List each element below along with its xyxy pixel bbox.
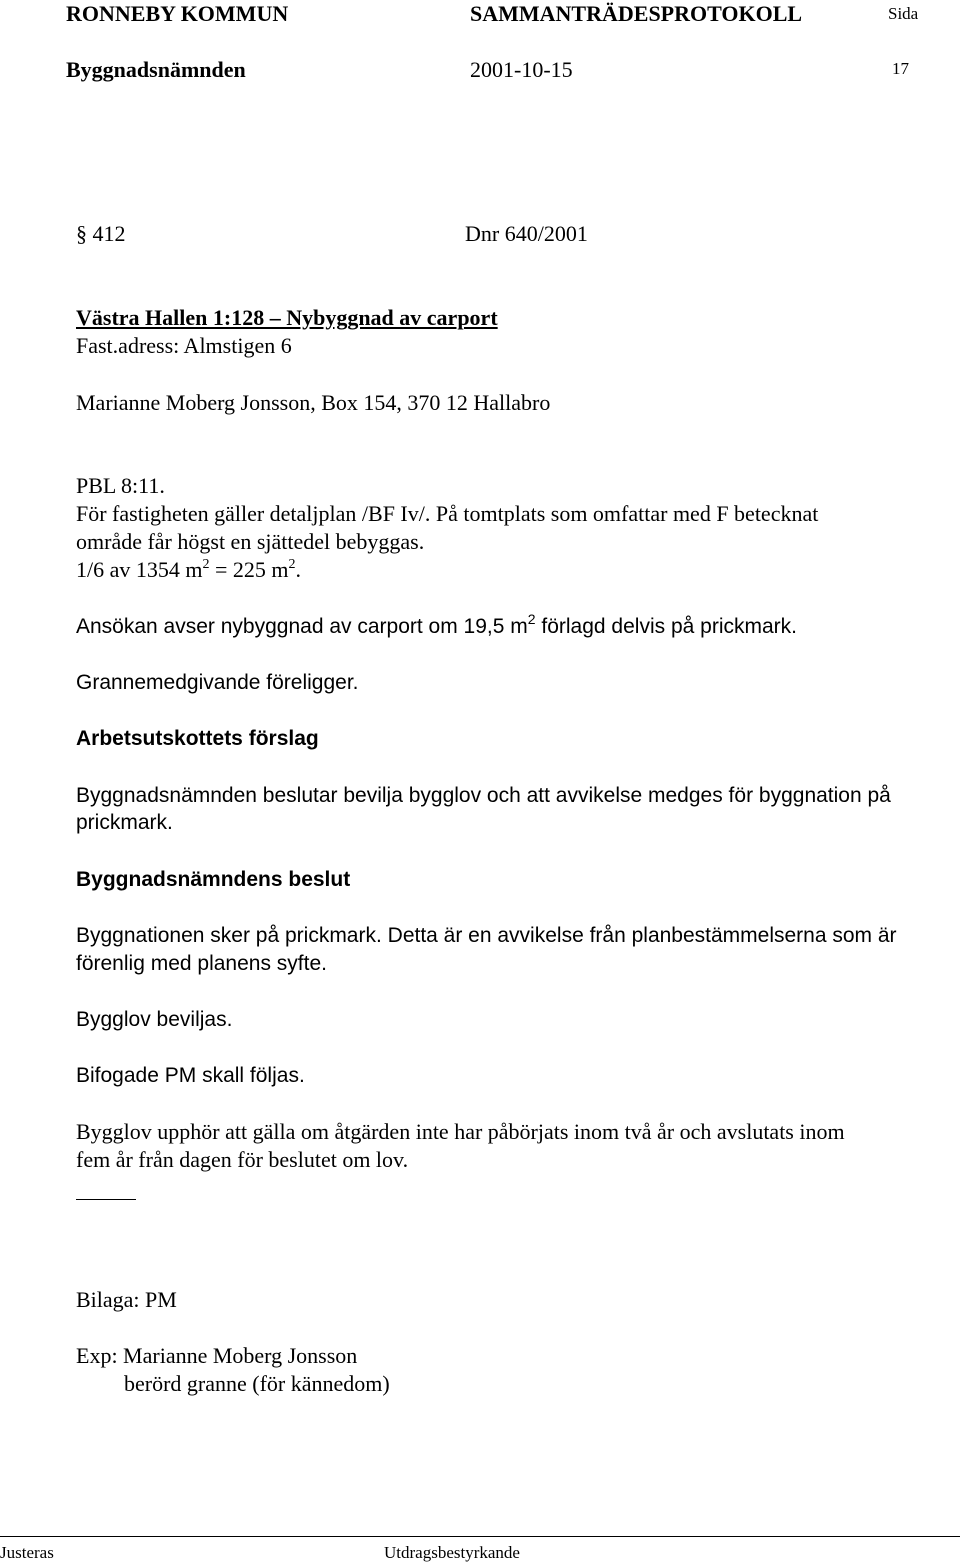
meeting-date: 2001-10-15 <box>470 57 573 82</box>
plan-text-line-1: För fastigheten gäller detaljplan /BF Iv/. På tomtplats som omfattar med F betecknat <box>76 501 819 526</box>
proposal-line-2: prickmark. <box>76 811 173 834</box>
footer-signature-right: Utdragsbestyrkande <box>384 1543 520 1562</box>
area-calculation <box>76 556 301 588</box>
attachment-note: Bilaga: PM <box>76 1287 177 1312</box>
municipality-name: RONNEBY KOMMUN <box>66 1 289 26</box>
plan-text-line-2: område får högst en sjättedel bebyggas. <box>76 529 425 554</box>
validity-line-2: fem år från dagen för beslutet om lov. <box>76 1147 409 1172</box>
decision-heading: Byggnadsnämndens beslut <box>76 868 351 891</box>
law-reference: PBL 8:11. <box>76 473 165 498</box>
property-address: Fast.adress: Almstigen 6 <box>76 333 292 358</box>
superscript-2: 2 <box>202 557 210 572</box>
superscript-2: 2 <box>527 611 536 627</box>
superscript-2: 2 <box>288 557 296 572</box>
validity-line-1: Bygglov upphör att gälla om åtgärden inte har påbörjats inom två år och avslutats inom <box>76 1119 845 1144</box>
proposal-heading: Arbetsutskottets förslag <box>76 727 319 750</box>
page-number: 17 <box>892 59 909 78</box>
application-part-2: förlagd delvis på prickmark. <box>535 615 797 638</box>
pm-instruction: Bifogade PM skall följas. <box>76 1064 305 1087</box>
application-text <box>76 613 797 642</box>
neighbour-consent: Grannemedgivande föreligger. <box>76 671 359 694</box>
committee-name: Byggnadsnämnden <box>66 57 246 82</box>
page-label: Sida <box>888 4 919 23</box>
area-calc-part-1: 1/6 av 1354 m <box>76 557 203 582</box>
proposal-line-1: Byggnadsnämnden beslutar bevilja bygglov och att avvikelse medges för byggnation på <box>76 784 891 807</box>
permit-granted: Bygglov beviljas. <box>76 1008 233 1031</box>
separator-rule <box>76 1199 136 1200</box>
paragraph-number: § 412 <box>76 221 126 246</box>
distribution-line-1: Exp: Marianne Moberg Jonsson <box>76 1343 358 1368</box>
applicant: Marianne Moberg Jonsson, Box 154, 370 12 Hallabro <box>76 390 551 415</box>
case-title: Västra Hallen 1:128 – Nybyggnad av carport <box>76 305 498 330</box>
area-calc-part-2: = 225 m <box>209 557 289 582</box>
distribution-line-2: berörd granne (för kännedom) <box>124 1371 390 1396</box>
footer-signature-left: Justeras <box>0 1543 54 1562</box>
registration-number: Dnr 640/2001 <box>465 221 588 246</box>
document-type: SAMMANTRÄDESPROTOKOLL <box>470 1 803 26</box>
footer-divider <box>0 1536 960 1537</box>
area-calc-part-3: . <box>295 557 302 582</box>
decision-line-1: Byggnationen sker på prickmark. Detta är en avvikelse från planbestämmelserna som är <box>76 924 897 947</box>
application-part-1: Ansökan avser nybyggnad av carport om 19,5 m <box>76 615 528 638</box>
decision-line-2: förenlig med planens syfte. <box>76 952 327 975</box>
